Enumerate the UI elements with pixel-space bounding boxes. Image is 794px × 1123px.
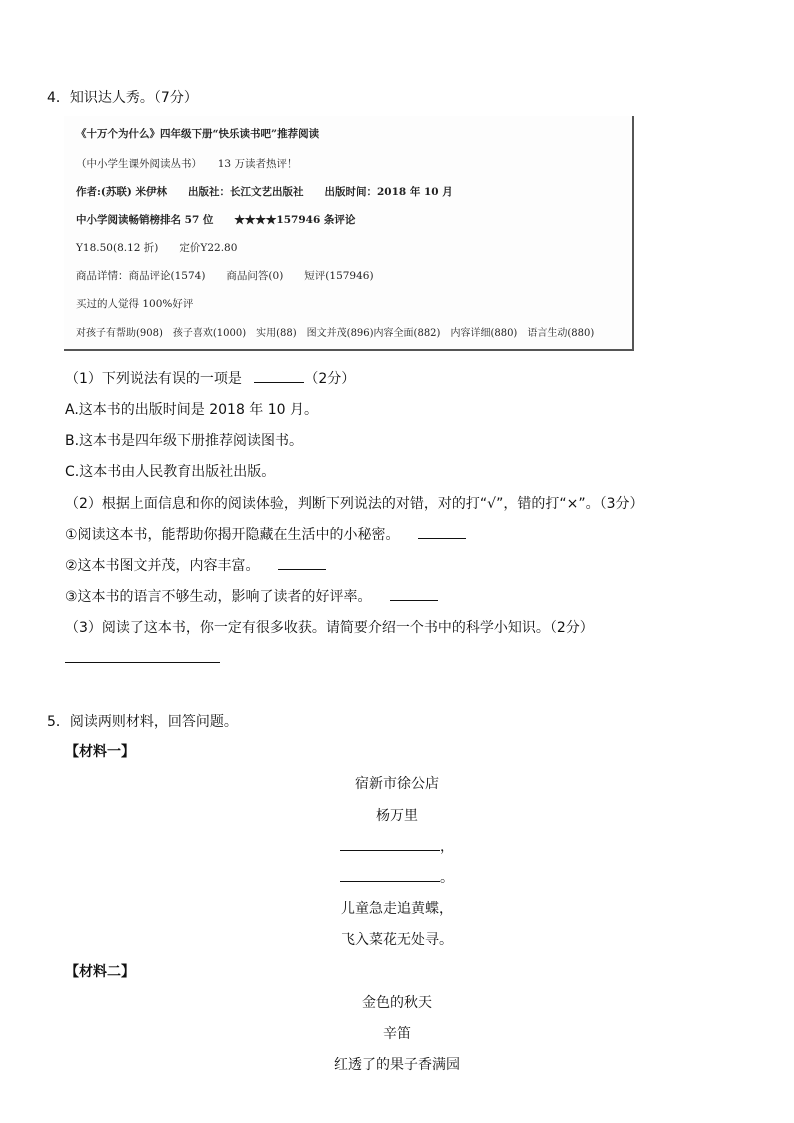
judge-item-3-text: ③这本书的语言不够生动，影响了读者的好评率。 — [65, 589, 372, 605]
sub-question-1-score: （2分） — [304, 371, 356, 387]
card-line-series: （中小学生课外阅读丛书） 13 万读者热评！ — [76, 158, 298, 170]
poem-2-title: 金色的秋天 — [362, 995, 432, 1011]
book-info-card — [64, 116, 634, 351]
sub-question-1 — [65, 368, 355, 388]
card-line-title: 《十万个为什么》四年级下册“快乐读书吧”推荐阅读 — [76, 128, 320, 140]
card-line-rating: 买过的人觉得 100%好评 — [76, 298, 194, 310]
card-line-tags: 对孩子有帮助(908) 孩子喜欢(1000) 实用(88) 图文并茂(896)内容全面(882) 内容详细(880) 语言生动(880) — [76, 328, 595, 339]
card-line-rank: 中小学阅读畅销榜排名 57 位 ★★★★157946 条评论 — [76, 214, 356, 226]
option-a: A.这本书的出版时间是 2018 年 10 月。 — [65, 402, 319, 418]
judge-item-2-text: ②这本书图文并茂，内容丰富。 — [65, 558, 260, 574]
question-4-title: 4．知识达人秀。（7分） — [47, 90, 198, 106]
sub-question-2: （2）根据上面信息和你的阅读体验，判断下列说法的对错，对的打“√”，错的打“×”。（3分） — [65, 496, 644, 512]
poem-1-title: 宿新市徐公店 — [355, 776, 439, 792]
judge-item-3 — [65, 586, 438, 606]
poem-2-author: 辛笛 — [383, 1026, 411, 1042]
material-2-label: 【材料二】 — [65, 964, 135, 980]
poem-blank-2-punct: 。 — [440, 870, 454, 886]
sub-question-3: （3）阅读了这本书，你一定有很多收获。请简要介绍一个书中的科学小知识。（2分） — [65, 620, 594, 636]
card-line-author: 作者:(苏联) 米伊林 出版社：长江文艺出版社 出版时间：2018 年 10 月 — [76, 186, 453, 198]
answer-line-3[interactable] — [65, 650, 220, 663]
poem-1-line-4: 飞入菜花无处寻。 — [341, 932, 453, 948]
poem-2-line-1: 红透了的果子香满园 — [334, 1057, 460, 1073]
sub-question-1-text: （1）下列说法有误的一项是 — [65, 371, 242, 387]
answer-blank-judge-3[interactable] — [390, 588, 438, 601]
poem-1-line-1 — [0, 836, 794, 856]
judge-item-1-text: ①阅读这本书，能帮助你揭开隐藏在生活中的小秘密。 — [65, 527, 400, 543]
poem-1-author: 杨万里 — [376, 808, 418, 824]
poem-1-line-3: 儿童急走追黄蝶， — [341, 901, 453, 917]
poem-blank-1-punct: ， — [440, 839, 454, 855]
answer-blank-judge-2[interactable] — [278, 557, 326, 570]
card-line-price: Y18.50(8.12 折) 定价Y22.80 — [76, 242, 238, 254]
question-5-title: 5．阅读两则材料，回答问题。 — [47, 714, 238, 730]
material-1-label: 【材料一】 — [65, 744, 135, 760]
option-c: C.这本书由人民教育出版社出版。 — [65, 464, 276, 480]
answer-blank-1[interactable] — [254, 370, 304, 383]
judge-item-1 — [65, 524, 466, 544]
card-line-details: 商品详情：商品评论(1574) 商品问答(0) 短评(157946) — [76, 270, 374, 282]
poem-1-line-2 — [0, 867, 794, 887]
poem-blank-2[interactable] — [340, 869, 440, 882]
answer-blank-judge-1[interactable] — [418, 526, 466, 539]
judge-item-2 — [65, 555, 326, 575]
poem-blank-1[interactable] — [340, 838, 440, 851]
option-b: B.这本书是四年级下册推荐阅读图书。 — [65, 433, 304, 449]
